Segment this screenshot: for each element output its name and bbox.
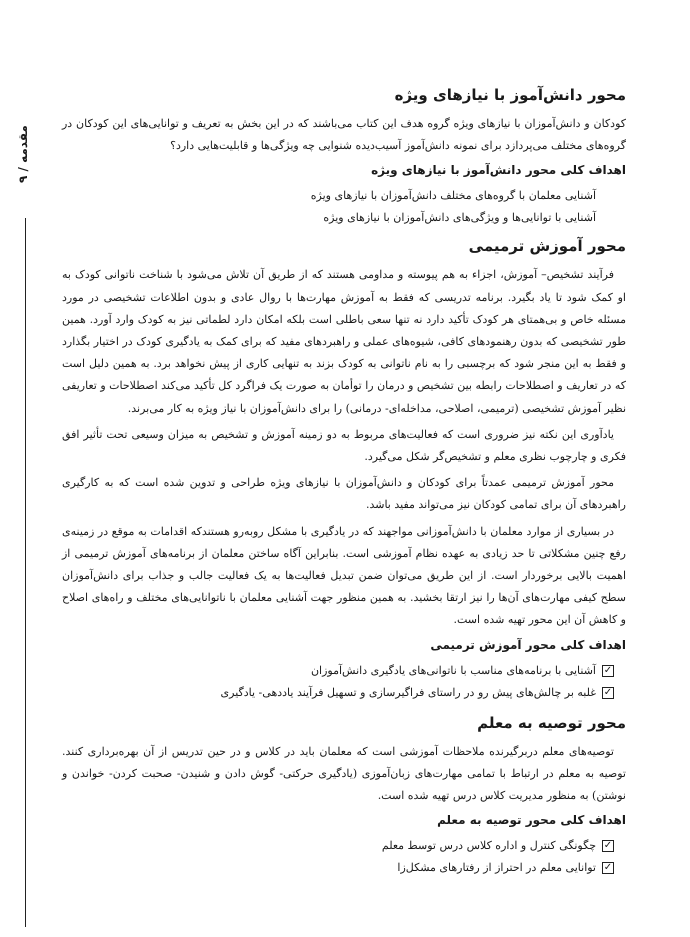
page-content [62,84,626,887]
paragraph: یادآوری این نکته نیز ضروری است که فعالیت‌های مربوط به دو زمینه آموزش و تشخیص به میزان وسیعی تحت تأثیر افق فکری و چارچوب نظری معلم و تشخیص‌گر شکل می‌گیرد. [62,427,626,464]
paragraph: فرآیند تشخیص– آموزش، اجزاء به هم پیوسته و مداومی هستند که از طریق آن تلاش می‌شود با شناخت ناتوانی کودک به او کمک شود تا یاد بگیرد. برنامه تدریسی که فقط به آموزش مهارت‌ها با روال عادی و بدون اطلاعات تشخیصی در مورد مسئله خاص و بی‌همتای هر کودک تأکید دارد نه تنها سعی باطلی است بلکه امکان دارد لطماتی نیز به کودک وارد آورد. همین طور تشخیصی که بدون رهنمودهای کافی، شیوه‌های عملی و راهبردهای مفید که برای کمک به یادگیری کودک در اختیار بگذارد و فقط به این منجر شود که برچسبی را به نام ناتوانی به کودک بزند به تنهایی کاری از پیش نخواهد برد. به همین دلیل است که در تعاریف و اصطلاحات رابطه بین تشخیص و درمان را توأمان به صورت یک فراگرد کل تأکید می‌کند اصطلاحات و تعاریفی نظیر آموزش تشخیصی (ترمیمی، اصلاحی، مداخله‌ای- درمانی) را برای دانش‌آموزان با نیاز ویژه به کار می‌برند. [62,268,626,415]
section-intro: کودکان و دانش‌آموزان با نیازهای ویژه گروه هدف این کتاب می‌باشند که در این بخش به تعریف و توانایی‌های این کودکان در گروه‌های مختلف می‌پردازد برای نمونه دانش‌آموز آسیب‌دیده شنوایی چه ویژگی‌ها و قابلیت‌هایی دارد؟ [62,117,626,153]
paragraph: توصیه‌های معلم دربرگیرنده ملاحظات آموزشی است که معلمان باید در کلاس و در حین تدریس از آن بهره‌برداری کنند. توصیه به معلم در ارتباط با تمامی مهارت‌های زبان‌آموزی (یادگیری حرکتی- گوش دادن و شنیدن- صحبت کردن- خواندن و نوشتن) به منظور مدیریت کلاس درس تهیه شده است. [62,744,626,803]
goal-text: آشنایی با برنامه‌های مناسب با ناتوانی‌های یادگیری دانش‌آموزان [310,663,596,677]
goal-text: توانایی معلم در احتراز از رفتارهای مشکل‌زا [397,861,596,875]
checkbox-checked-icon: ✓ [603,664,613,676]
goals-heading: اهداف کلی محور توصیه به معلم [437,813,626,828]
goals-checklist [62,835,626,879]
goal-item [62,660,614,682]
goals-checklist [62,660,626,704]
section-title: محور دانش‌آموز با نیازهای ویژه [394,86,626,104]
checkbox-checked-icon: ✓ [603,862,613,874]
section-teacher-advice [62,712,626,880]
section-title: محور توصیه به معلم [477,713,626,732]
goal-text: چگونگی کنترل و اداره کلاس درس توسط معلم [381,839,596,853]
checkbox-checked-icon: ✓ [603,840,613,852]
page-header-label: مقدمه / ۹ [16,90,42,218]
goal-item: آشنایی با توانایی‌ها و ویژگی‌های دانش‌آموزان با نیازهای ویژه [323,211,596,225]
goals-heading: اهداف کلی محور آموزش ترمیمی [430,637,626,652]
paragraph: در بسیاری از موارد معلمان با دانش‌آموزانی مواجهند که در یادگیری با مشکل روبه‌رو هستندکه اقدامات به موقع در زمینه‌ی رفع چنین مشکلاتی تا حد زیادی به عهده نظام آموزشی است. بنابراین آگاه ساختن معلمان از برنامه‌های آموزش ترمیمی از اهمیت بالایی برخوردار است. از این طریق می‌توان ضمن تبدیل فعالیت‌ها به یک فعالیت جالب و جذاب برای دانش‌آموزان سطح کیفی مهارت‌های آن‌ها را نیز ارتقا بخشید. به همین منظور جهت آشنایی معلمان با ناتوانایی‌های مختلف و راه‌های اصلاح و کاهش آن این محور تهیه شده است. [62,524,626,627]
paragraph: محور آموزش ترمیمی عمدتاً برای کودکان و دانش‌آموزان با نیازهای ویژه طراحی و تدوین شده است که به کارگیری راهبردهای آن برای تمامی کودکان نیز می‌تواند مفید باشد. [62,476,626,512]
section-title: محور آموزش ترمیمی [468,237,626,256]
goal-text: غلبه بر چالش‌های پیش رو در راستای فراگیرسازی و تسهیل فرآیند یاددهی- یادگیری [220,685,596,699]
goals-heading: اهداف کلی محور دانش‌آموز با نیازهای ویژه [371,163,626,178]
section-special-needs-student [62,84,626,229]
goals-list [62,185,626,229]
goal-item [62,857,614,879]
checkbox-checked-icon: ✓ [603,686,613,698]
goal-item: آشنایی معلمان با گروه‌های مختلف دانش‌آموزان با نیازهای ویژه [310,189,596,203]
goal-item [62,682,614,704]
section-remedial-teaching [62,235,626,703]
goal-item [62,835,614,857]
